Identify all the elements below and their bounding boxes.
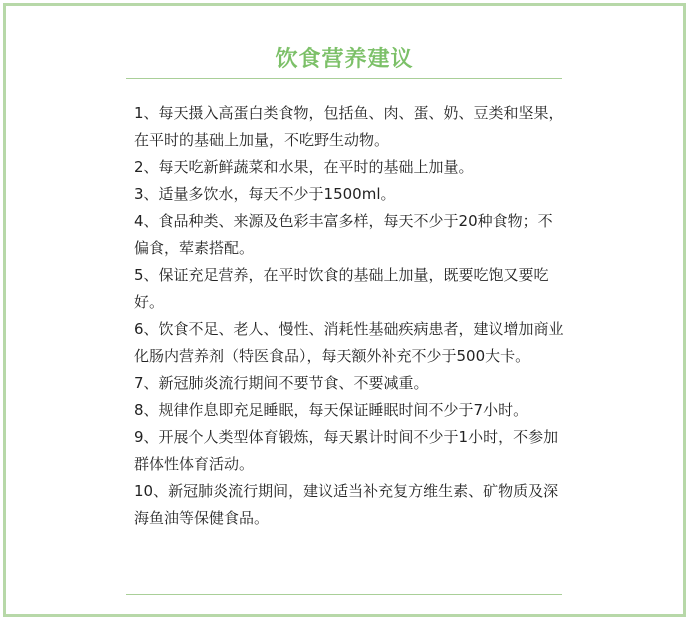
list-item: 4、食品种类、来源及色彩丰富多样，每天不少于20种食物；不偏食，荤素搭配。: [134, 212, 553, 257]
advice-list: [134, 100, 566, 532]
list-item: 7、新冠肺炎流行期间不要节食、不要减重。: [134, 374, 429, 392]
list-item: 10、新冠肺炎流行期间，建议适当补充复方维生素、矿物质及深海鱼油等保健食品。: [134, 482, 559, 527]
list-item: 1、每天摄入高蛋白类食物，包括鱼、肉、蛋、奶、豆类和坚果，在平时的基础上加量，不吃野生动物。: [134, 104, 564, 149]
list-item: 6、饮食不足、老人、慢性、消耗性基础疾病患者，建议增加商业化肠内营养剂（特医食品），每天额外补充不少于500大卡。: [134, 320, 564, 365]
page-title: 饮食营养建议: [275, 47, 414, 72]
list-item: 2、每天吃新鲜蔬菜和水果，在平时的基础上加量。: [134, 158, 474, 176]
card-frame: [3, 3, 686, 617]
list-item: 8、规律作息即充足睡眠，每天保证睡眠时间不少于7小时。: [134, 401, 529, 419]
list-item: 9、开展个人类型体育锻炼，每天累计时间不少于1小时，不参加群体性体育活动。: [134, 428, 559, 473]
bottom-divider: [126, 594, 562, 595]
title-divider: [126, 78, 562, 79]
list-item: 3、适量多饮水，每天不少于1500ml。: [134, 185, 396, 203]
list-item: 5、保证充足营养，在平时饮食的基础上加量，既要吃饱又要吃好。: [134, 266, 549, 311]
